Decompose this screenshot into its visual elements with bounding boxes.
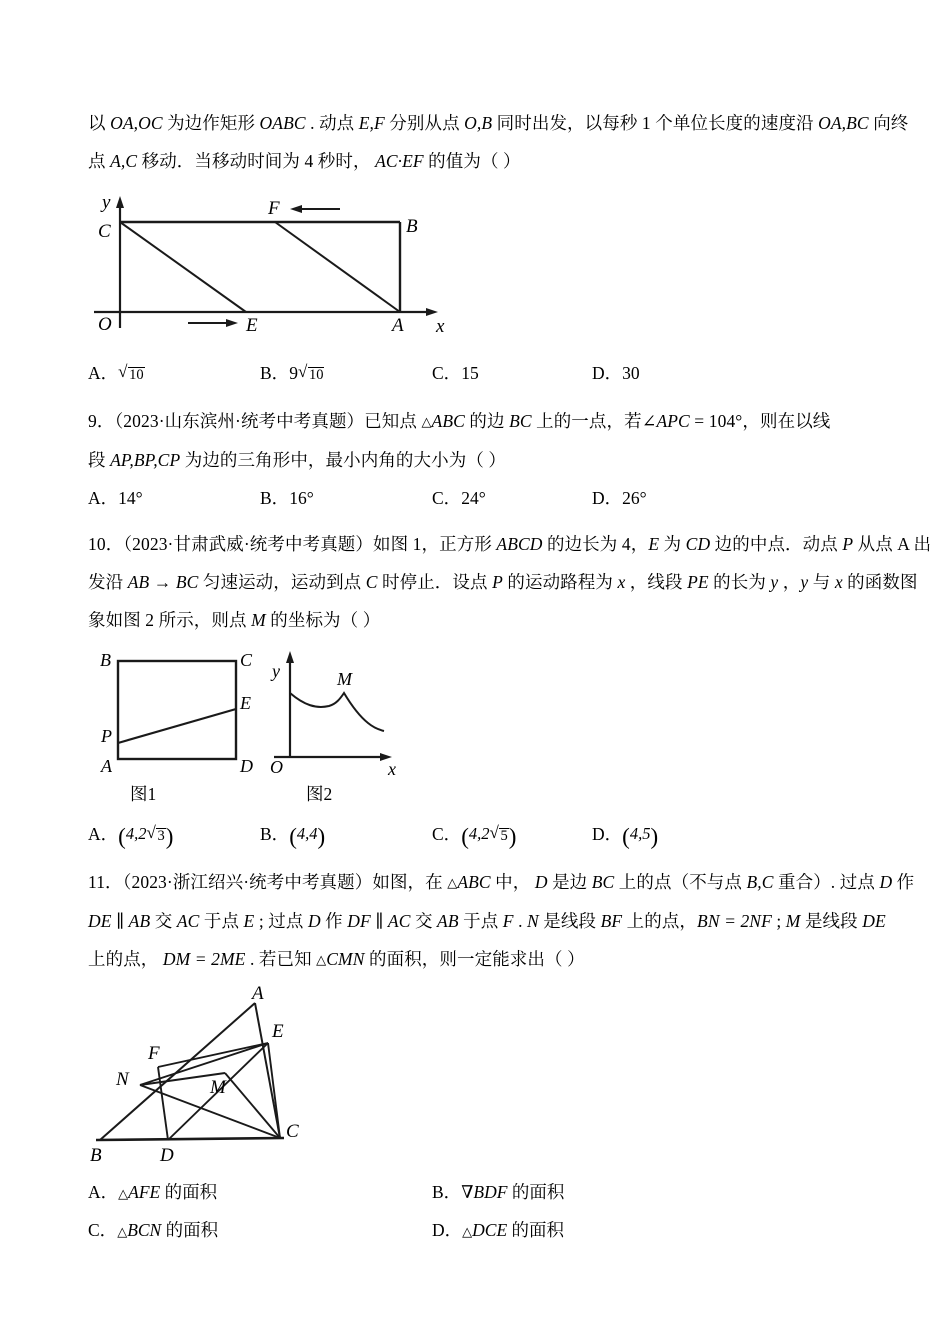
q11-l2-i6: DF [347, 911, 371, 931]
option-8-C[interactable] [432, 354, 479, 392]
q11-l2-i11: BF [600, 911, 623, 931]
q11-l2-t5: 作 [320, 911, 348, 931]
q11-l2-i4: E [243, 911, 255, 931]
q10-l2-t9: 的函数图 [842, 572, 918, 592]
option-9-B-label: B． [260, 488, 290, 508]
q9-l1-i3: BC [509, 411, 532, 431]
q10-l2-i7: y [800, 572, 809, 592]
question-11-line-1 [88, 863, 915, 902]
question-9-options [88, 479, 868, 517]
option-8-A-sqrt [118, 354, 145, 392]
q10-l1-i2: E [648, 534, 660, 554]
question-8 [88, 104, 909, 180]
q11-l2-t2: 交 [150, 911, 177, 931]
option-10-D-label: D． [592, 824, 623, 844]
label-O: O [98, 314, 112, 335]
segment-PE [118, 709, 236, 743]
q9-l1-i4: APC [656, 411, 690, 431]
option-11-A-suffix: 的面积 [160, 1182, 218, 1202]
figure-captions-q10 [88, 779, 868, 813]
option-9-A-label: A． [88, 488, 119, 508]
q10-l2-t1: 发沿 [88, 572, 128, 592]
fig2-curve [290, 693, 384, 731]
segment-FA [275, 222, 400, 312]
q9-l1-t5: = 104°，则在以线 [689, 411, 831, 431]
option-11-A-text: AFE [128, 1182, 161, 1202]
option-8-C-label: C． [432, 363, 462, 383]
q10-l1-i1: ABCD [496, 534, 543, 554]
q8-l1-t3: . 动点 [305, 113, 359, 133]
q10-l2-i5: PE [687, 572, 709, 592]
option-10-C-rparen: ) [508, 824, 517, 849]
q11-l2-i8: AB [437, 911, 459, 931]
x-axis-arrow [426, 308, 438, 316]
option-10-D[interactable] [592, 815, 658, 853]
option-10-B-lparen: ( [289, 824, 297, 849]
q11-l2-t10: 是线段 [538, 911, 601, 931]
option-10-A-sqrt [146, 815, 165, 853]
option-10-D-text: 4,5 [629, 824, 651, 843]
q9-l2-t1: 段 [88, 450, 111, 470]
label-fig2-y: y [272, 661, 280, 681]
triangle-icon-q11 [447, 876, 457, 890]
option-10-B-label: B． [260, 824, 290, 844]
q11-l3-t1: 上的点， [88, 949, 163, 969]
question-11-line-2 [88, 902, 886, 940]
triangle-ABC-svg [80, 985, 410, 1165]
option-8-C-text: 15 [461, 363, 479, 383]
question-9-line-2 [88, 441, 868, 479]
option-9-C-text: 24° [461, 488, 486, 508]
label-tri-A: A [252, 985, 264, 1004]
option-9-B-text: 16° [289, 488, 314, 508]
option-9-A[interactable] [88, 479, 143, 517]
q10-l2-i4: x [617, 572, 626, 592]
option-10-A-rparen: ) [165, 824, 174, 849]
option-10-B-text: 4,4 [296, 824, 318, 843]
label-fig1-P: P [101, 726, 112, 746]
q11-l2-i10: N [527, 911, 539, 931]
option-10-A-first: 4,2 [125, 824, 147, 843]
option-10-D-rparen: ) [650, 824, 659, 849]
q8-l1-t5: 同时出发，以每秒 1 个单位长度的速度沿 [492, 113, 819, 133]
option-9-D-label: D． [592, 488, 623, 508]
option-10-C[interactable] [432, 815, 516, 853]
label-fig2-x: x [388, 759, 396, 779]
label-B: B [406, 216, 418, 237]
q8-l1-i2: OABC [259, 113, 306, 133]
q11-l2-i2: AB [128, 911, 151, 931]
option-8-B-radicand: 10 [308, 367, 324, 383]
q10-l1-t4: 边的中点．动点 [710, 534, 843, 554]
option-8-D-label: D． [592, 363, 623, 383]
question-11-options-row-1 [88, 1173, 868, 1211]
option-11-D-label: D． [432, 1220, 463, 1240]
q9-l1-t3: 的边 [464, 411, 510, 431]
caption-fig2: 图2 [306, 784, 333, 804]
label-fig2-M: M [337, 669, 352, 689]
caption-fig1: 图1 [130, 784, 157, 804]
q10-l2-i6: y [770, 572, 779, 592]
q10-l2-i3: P [492, 572, 503, 592]
segment-FE [158, 1043, 268, 1067]
q9-l2-i1: AP,BP,CP [110, 450, 181, 470]
triangle-up-icon-D [462, 1220, 472, 1240]
option-10-B-rparen: ) [317, 824, 326, 849]
option-11-B[interactable] [432, 1173, 564, 1211]
q11-l2-t12: ; [771, 911, 786, 931]
question-10-options [88, 815, 868, 853]
q11-l3-i2: CMN [326, 949, 365, 969]
label-tri-F: F [148, 1043, 160, 1064]
q10-l2-t4: 的运动路程为 [502, 572, 618, 592]
q11-l2-i9: F [502, 911, 514, 931]
q8-l1-i5: OA,BC [818, 113, 869, 133]
option-11-C[interactable] [88, 1211, 218, 1251]
figures-q10-svg [88, 647, 408, 779]
option-11-A[interactable] [88, 1173, 217, 1213]
label-F: F [268, 198, 280, 219]
label-C: C [98, 221, 111, 242]
question-9 [88, 402, 868, 479]
label-tri-C: C [286, 1121, 299, 1142]
q10-l2-t8: 与 [808, 572, 835, 592]
option-11-B-label: B． [432, 1182, 462, 1202]
q9-l1-i2: ABC [431, 411, 465, 431]
option-8-A-label: A． [88, 363, 119, 383]
option-11-C-text: BCN [127, 1220, 162, 1240]
q10-l3-t2: 的坐标为（ ） [265, 610, 381, 630]
label-fig1-A: A [101, 756, 112, 776]
q10-l3-i1: M [251, 610, 266, 630]
q8-l2-i2: AC·EF [375, 151, 424, 171]
q9-l1-t1: 9．（2023·山东滨州·统考中考真题）已知点 [88, 411, 422, 431]
figure-triangle-ABC [80, 985, 868, 1165]
label-tri-D: D [160, 1145, 174, 1165]
option-10-C-lparen: ( [461, 824, 469, 849]
option-10-C-radicand: 5 [500, 828, 508, 844]
segment-EC [268, 1043, 280, 1138]
q11-l2-t8: 于点 [458, 911, 503, 931]
option-9-A-text: 14° [118, 488, 143, 508]
option-11-B-suffix: 的面积 [507, 1182, 565, 1202]
option-8-D[interactable] [592, 354, 640, 392]
q8-l2-t3: 的值为（ ） [423, 151, 521, 171]
q11-l2-t13: 是线段 [800, 911, 863, 931]
option-9-C-label: C． [432, 488, 462, 508]
triangle-icon-q11b [316, 953, 326, 967]
question-10-line-2 [88, 563, 918, 601]
q11-l1-t5: 重合）. 过点 [773, 872, 880, 892]
option-10-C-first: 4,2 [468, 824, 490, 843]
segment-BC [96, 1138, 284, 1140]
q10-l2-i2: C [365, 572, 378, 592]
q11-l1-t4: 上的点（不与点 [614, 872, 747, 892]
question-8-line-2 [88, 142, 868, 180]
figures-q10 [88, 647, 868, 779]
q10-l1-i3: CD [685, 534, 711, 554]
figure-rectangle-OABC [88, 190, 868, 340]
q11-l2-i13: M [785, 911, 801, 931]
option-9-B[interactable] [260, 479, 314, 517]
question-11 [88, 863, 915, 979]
y-axis-arrow [116, 196, 124, 208]
q11-l1-i3: BC [591, 872, 615, 892]
q11-l2-i3: AC [176, 911, 200, 931]
q11-l2-t11: 上的点， [622, 911, 698, 931]
q11-l1-i4: B,C [746, 872, 774, 892]
label-tri-M: M [210, 1077, 226, 1098]
q8-l1-i4: O,B [464, 113, 493, 133]
rectangle-OABC-svg [88, 190, 448, 340]
q11-l1-t3: 是边 [547, 872, 592, 892]
q10-l2-i1: AB → BC [127, 572, 199, 592]
option-8-B[interactable] [260, 354, 324, 392]
q8-l1-t4: 分别从点 [384, 113, 465, 133]
option-8-B-label: B． [260, 363, 290, 383]
q11-l2-t6: ∥ [370, 911, 388, 931]
label-fig1-D: D [240, 756, 253, 776]
q11-l1-i1: ABC [457, 872, 491, 892]
q9-l2-t2: 为边的三角形中，最小内角的大小为（ ） [180, 450, 506, 470]
option-11-D-text: DCE [472, 1220, 508, 1240]
question-10 [88, 525, 932, 639]
option-8-D-text: 30 [622, 363, 640, 383]
option-11-C-label: C． [88, 1220, 118, 1240]
question-8-line-1 [88, 104, 909, 142]
arrow-F-head [290, 205, 302, 213]
option-8-A-radicand: 10 [129, 367, 144, 383]
q10-l1-t1: 10．（2023·甘肃武威·统考中考真题）如图 1，正方形 [88, 534, 497, 554]
q10-l2-t7: ， [778, 572, 801, 592]
triangle-icon [421, 415, 431, 429]
label-fig1-E: E [240, 693, 251, 713]
q10-l3-t1: 象如图 2 所示，则点 [88, 610, 252, 630]
q11-l3-t3: 的面积，则一定能求出（ ） [364, 949, 585, 969]
label-fig2-O: O [270, 757, 283, 777]
q10-l1-t3: 为 [659, 534, 686, 554]
q10-l2-i8: x [834, 572, 843, 592]
q11-l2-i7: AC [387, 911, 411, 931]
q11-l2-i1: DE [88, 911, 112, 931]
question-10-line-1 [88, 525, 932, 563]
q10-l1-i4: P [842, 534, 854, 554]
q11-l1-t6: 作 [892, 872, 915, 892]
segment-CE [120, 222, 246, 312]
option-8-A[interactable] [88, 354, 145, 392]
label-tri-B: B [90, 1145, 102, 1165]
option-10-A-radicand: 3 [157, 828, 165, 844]
option-11-C-suffix: 的面积 [161, 1220, 219, 1240]
q8-l1-t1: 以 [88, 113, 111, 133]
option-10-C-sqrt [489, 815, 508, 853]
question-9-line-1 [88, 402, 868, 441]
q10-l1-t5: 从点 A 出 [853, 534, 932, 554]
q10-l2-t6: 的长为 [708, 572, 771, 592]
question-11-options-row-2 [88, 1211, 868, 1249]
option-10-A[interactable] [88, 815, 173, 853]
q10-l1-t2: 的边长为 4， [542, 534, 649, 554]
q11-l2-t9: . [513, 911, 528, 931]
q11-l2-i14: DE [862, 911, 886, 931]
q11-l2-i5: D [307, 911, 321, 931]
q8-l1-t6: 向终 [868, 113, 909, 133]
page-content [88, 104, 932, 1249]
option-9-C[interactable] [432, 479, 486, 517]
q8-l2-t2: 移动．当移动时间为 4 秒时， [137, 151, 376, 171]
q8-l2-t1: 点 [88, 151, 111, 171]
fig2-y-arrow [286, 651, 294, 663]
q11-l1-t2: 中， [490, 872, 535, 892]
triangle-up-icon-A [118, 1182, 128, 1202]
q11-l3-t2: . 若已知 [245, 949, 317, 969]
label-x: x [436, 316, 445, 337]
option-9-D-text: 26° [622, 488, 647, 508]
option-11-A-label: A． [88, 1182, 119, 1202]
nabla-icon-B: ∇ [461, 1182, 474, 1202]
q11-l2-t1: ∥ [111, 911, 129, 931]
label-fig1-C: C [240, 650, 253, 670]
q11-l2-t4: ; 过点 [254, 911, 308, 931]
q10-l2-t2: 匀速运动，运动到点 [198, 572, 366, 592]
option-10-C-label: C． [432, 824, 462, 844]
option-11-D-suffix: 的面积 [507, 1220, 565, 1240]
label-tri-E: E [272, 1021, 284, 1042]
q11-l2-t7: 交 [410, 911, 438, 931]
option-11-B-text: BDF [473, 1182, 508, 1202]
option-10-A-lparen: ( [118, 824, 126, 849]
label-A: A [392, 315, 404, 336]
option-11-D[interactable] [432, 1211, 564, 1251]
triangle-up-icon-C [117, 1220, 127, 1240]
question-10-line-3 [88, 601, 868, 639]
question-11-line-3 [88, 940, 868, 979]
q11-l1-i5: D [879, 872, 893, 892]
q10-l2-t3: 时停止．设点 [377, 572, 493, 592]
label-E: E [246, 315, 258, 336]
q9-l1-t4: 上的一点，若∠ [531, 411, 657, 431]
q11-l1-i2: D [534, 872, 548, 892]
option-10-B[interactable] [260, 815, 325, 853]
label-tri-N: N [116, 1069, 129, 1090]
label-fig1-B: B [100, 650, 111, 670]
q8-l1-i1: OA,OC [110, 113, 163, 133]
label-y: y [102, 192, 111, 213]
question-8-options [88, 354, 868, 392]
q10-l2-t5: ，线段 [625, 572, 688, 592]
option-9-D[interactable] [592, 479, 647, 517]
q8-l1-t2: 为边作矩形 [162, 113, 260, 133]
q11-l3-i1: DM = 2ME [162, 949, 246, 969]
square-ABCD [118, 661, 236, 759]
option-8-B-coef: 9 [289, 363, 298, 383]
q8-l1-i3: E,F [358, 113, 385, 133]
option-10-A-label: A． [88, 824, 119, 844]
q11-l2-t3: 于点 [199, 911, 244, 931]
option-10-D-lparen: ( [622, 824, 630, 849]
q11-l1-t1: 11．（2023·浙江绍兴·统考中考真题）如图，在 [88, 872, 448, 892]
q11-l2-i12: BN = 2NF [697, 911, 772, 931]
option-8-B-sqrt [298, 354, 325, 392]
arrow-E-head [226, 319, 238, 327]
q8-l2-i1: A,C [110, 151, 138, 171]
